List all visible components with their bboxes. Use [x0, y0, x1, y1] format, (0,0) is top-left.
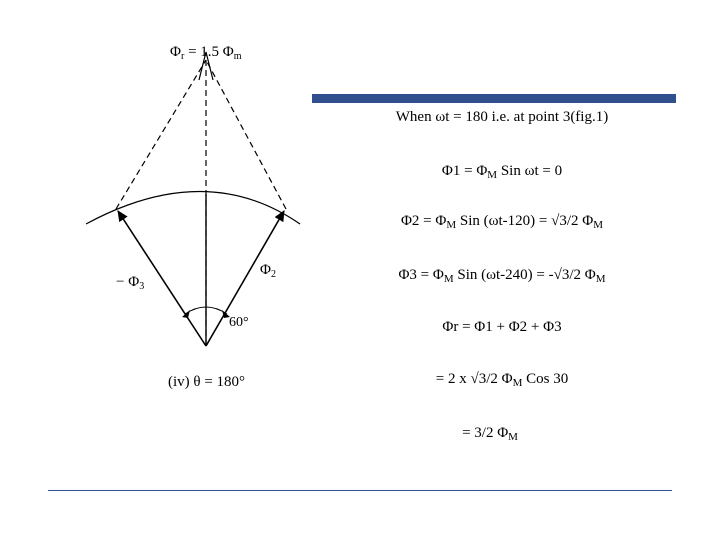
- phi2-label: $\Phi_2$: [260, 262, 276, 280]
- dashed-line-right: [206, 60, 286, 209]
- equation-phi3: $\Phi 3 = \Phi_M$ Sin (ωt-240) = -√3/2 $\Phi_M$: [398, 267, 606, 285]
- equation-resultant-result: = 3/2 $\Phi_M$: [462, 425, 518, 443]
- diagram-caption: (iv) θ = 180°: [168, 374, 246, 390]
- footer-divider: [48, 490, 672, 491]
- equation-phi2: $\Phi 2 = \Phi_M$ Sin (ωt-120) = √3/2 $\Phi_M$: [400, 213, 604, 231]
- title-accent-bar: [312, 94, 676, 103]
- equation-phi1: $\Phi 1 = \Phi_M$ Sin ωt = 0: [441, 163, 563, 181]
- equation-resultant-sum: Φr = Φ1 + Φ2 + Φ3: [442, 319, 562, 335]
- equation-resultant-step: = 2 x √3/2 $\Phi_M$ Cos 30: [435, 371, 569, 389]
- dashed-line-left: [116, 60, 206, 209]
- angle-label: 60°: [229, 315, 249, 330]
- minus-phi3-label: − $\Phi_3$: [116, 274, 145, 292]
- phasor-diagram-svg: [20, 34, 312, 398]
- resultant-label: $\Phi_r = 1.5$ $\Phi_m$: [170, 44, 242, 62]
- phasor-diagram: [20, 34, 312, 398]
- reference-arc: [86, 192, 300, 225]
- condition-text: When ωt = 180 i.e. at point 3(fig.1): [395, 109, 609, 125]
